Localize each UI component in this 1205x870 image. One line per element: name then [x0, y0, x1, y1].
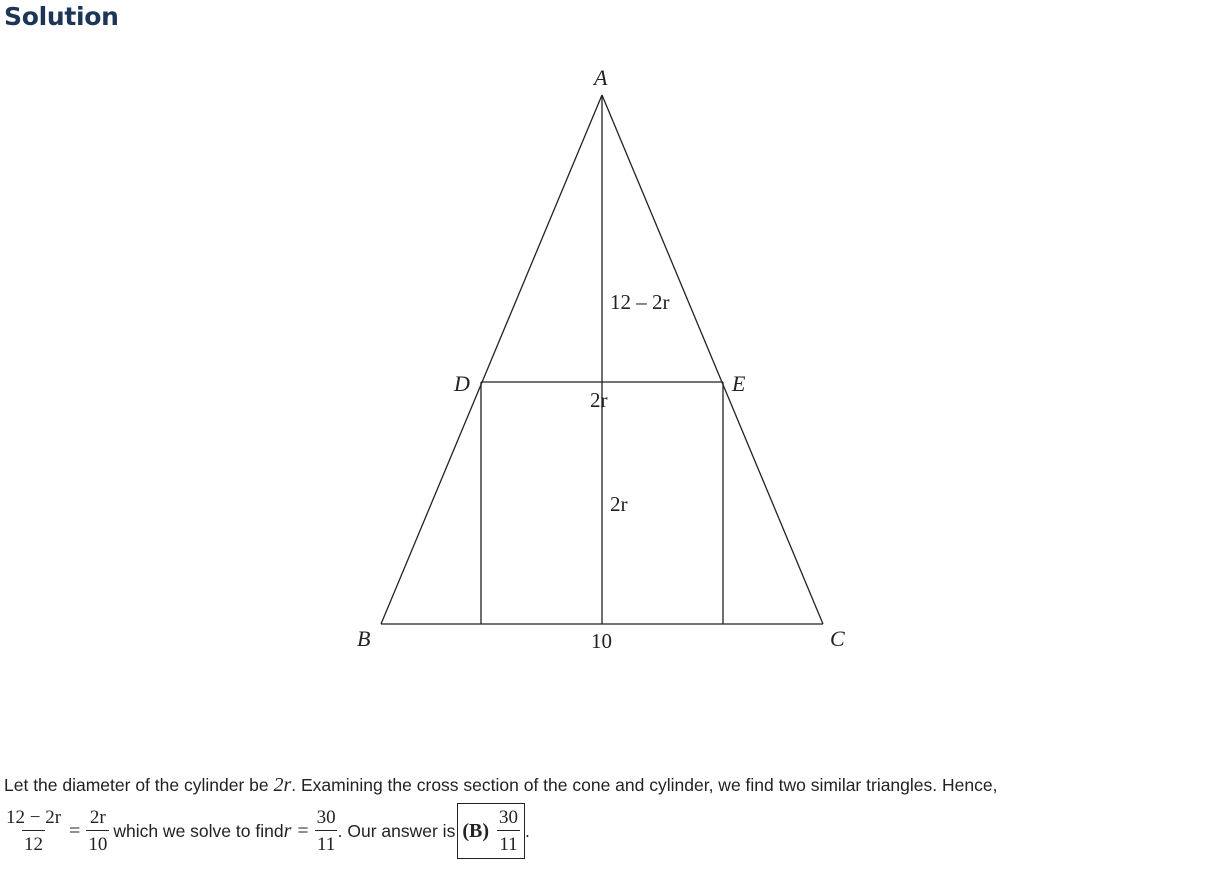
fraction-right	[86, 806, 109, 856]
fraction-right-denominator: 10	[86, 830, 109, 856]
vertex-label-b: B	[357, 626, 371, 651]
square-height-label: 2r	[610, 492, 628, 516]
fraction-left	[4, 806, 63, 856]
base-length-label: 10	[591, 629, 612, 653]
end-period: .	[525, 820, 530, 841]
text-intro: Let the diameter of the cylinder be	[4, 775, 274, 795]
equation-line	[4, 800, 530, 862]
solution-paragraph	[4, 774, 997, 797]
side-ab	[381, 95, 602, 624]
fraction-answer-denominator: 11	[497, 830, 519, 856]
vertex-label-d: D	[454, 371, 470, 396]
fraction-result-numerator: 30	[316, 807, 336, 828]
answer-choice: (B)	[462, 819, 489, 842]
text-answer-intro: . Our answer is	[337, 820, 456, 841]
upper-height-label: 12 – 2r	[610, 290, 670, 314]
equals-sign: =	[69, 819, 81, 842]
vertex-label-a: A	[594, 65, 608, 90]
fraction-left-numerator: 12 − 2r	[6, 807, 62, 828]
square-top-label: 2r	[590, 388, 608, 412]
math-2r: 2r	[273, 774, 292, 796]
text-solve: which we solve to find	[113, 820, 284, 841]
equals-sign-2: =	[297, 819, 309, 842]
fraction-left-denominator: 12	[22, 830, 45, 856]
side-ac	[602, 95, 823, 624]
fraction-right-numerator: 2r	[89, 807, 106, 828]
vertex-label-e: E	[732, 371, 746, 396]
vertex-label-c: C	[830, 626, 845, 651]
math-r: r	[283, 819, 292, 842]
fraction-answer	[497, 806, 520, 856]
answer-box	[457, 803, 525, 859]
fraction-result-denominator: 11	[315, 830, 337, 856]
text-continuation: . Examining the cross section of the cone and cylinder, we find two similar triangles. Hence,	[291, 775, 998, 795]
fraction-answer-numerator: 30	[499, 807, 518, 828]
solution-heading: Solution	[4, 2, 119, 31]
fraction-result	[315, 806, 338, 856]
